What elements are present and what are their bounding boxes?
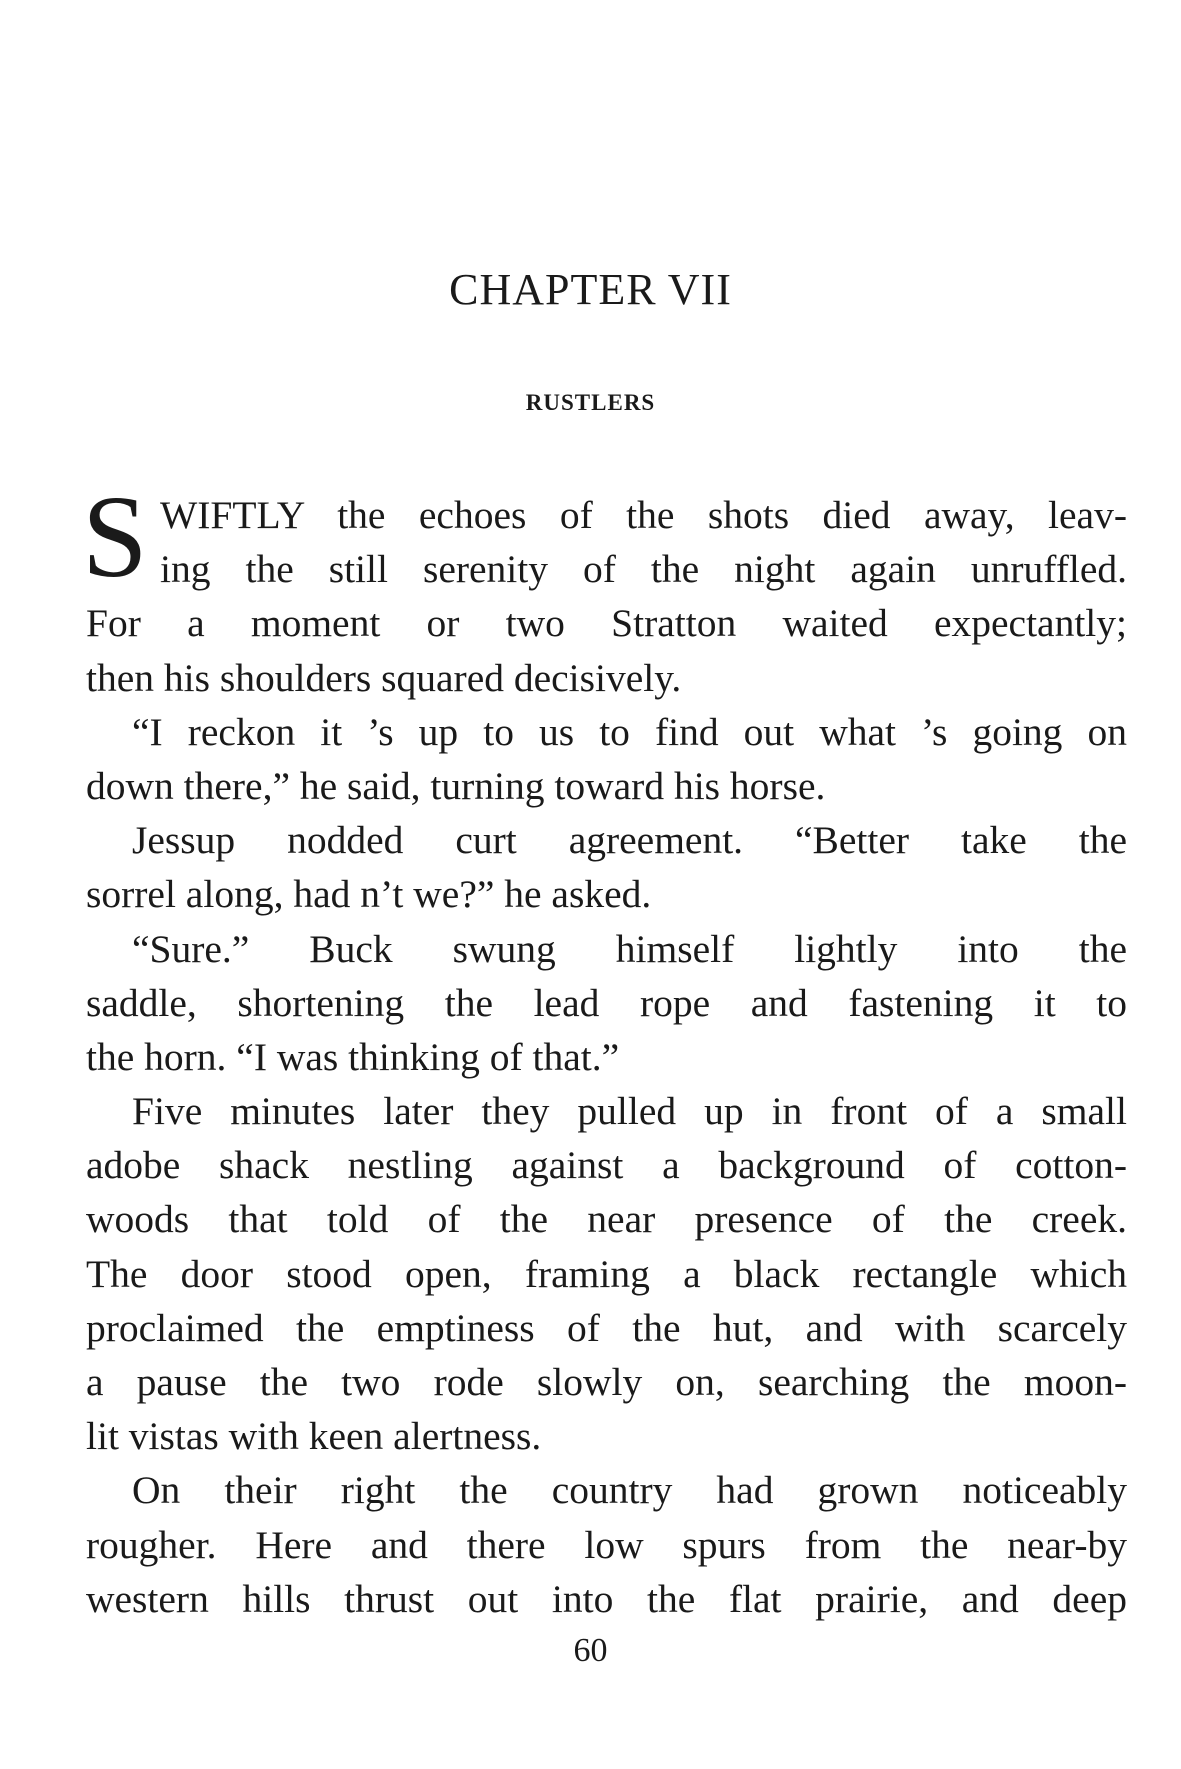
text-line: woods that told of the near presence of the creek. bbox=[86, 1197, 1127, 1242]
text-line: WIFTLY the echoes of the shots died away, leav- bbox=[160, 493, 1127, 537]
text-line: western hills thrust out into the flat prairie, and deep bbox=[86, 1576, 1127, 1621]
text-line: The door stood open, framing a black rectangle which bbox=[86, 1251, 1127, 1296]
text-line: saddle, shortening the lead rope and fastening it to bbox=[86, 980, 1127, 1025]
text-line: ing the still serenity of the night again unruffled. bbox=[160, 547, 1127, 592]
text-line: a pause the two rode slowly on, searching the moon- bbox=[86, 1360, 1127, 1404]
text-line: Jessup nodded curt agreement. “Better take the bbox=[132, 818, 1127, 863]
text-line: For a moment or two Stratton waited expectantly; bbox=[86, 601, 1127, 646]
text-line: adobe shack nestling against a background of cotton- bbox=[86, 1143, 1127, 1188]
text-line: sorrel along, had n’t we?” he asked. bbox=[86, 872, 652, 917]
chapter-title: RUSTLERS bbox=[525, 390, 656, 415]
text-line: the horn. “I was thinking of that.” bbox=[86, 1034, 620, 1079]
text-line: “I reckon it ’s up to us to find out what ’s going on bbox=[132, 709, 1127, 754]
chapter-heading: CHAPTER VII bbox=[449, 265, 732, 314]
text-line: proclaimed the emptiness of the hut, and with scarcely bbox=[86, 1305, 1127, 1350]
text-line: lit vistas with keen alertness. bbox=[86, 1414, 542, 1459]
page-number: 60 bbox=[573, 1632, 608, 1669]
drop-cap: S bbox=[82, 482, 148, 594]
text-line: rougher. Here and there low spurs from the near-by bbox=[86, 1522, 1127, 1567]
text-line: Five minutes later they pulled up in front of a small bbox=[132, 1089, 1127, 1134]
text-line: down there,” he said, turning toward his horse. bbox=[86, 763, 826, 808]
text-line: then his shoulders squared decisively. bbox=[86, 655, 682, 700]
body-text bbox=[86, 488, 1127, 1626]
text-line: On their right the country had grown noticeably bbox=[132, 1468, 1127, 1513]
text-line: “Sure.” Buck swung himself lightly into the bbox=[132, 926, 1127, 971]
